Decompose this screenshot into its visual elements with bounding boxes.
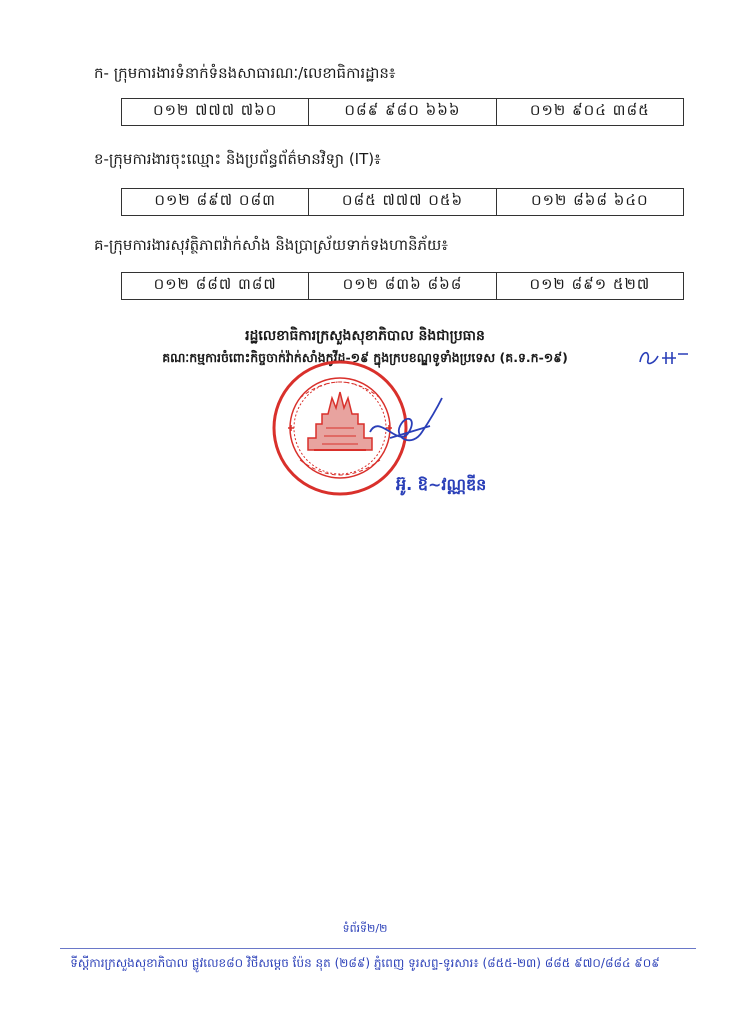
phone-number: ០១២ ៩០៤ ៣៨៥ (529, 101, 650, 119)
initials-mark (636, 344, 696, 370)
phone-table-b (121, 188, 684, 216)
page-number: ទំព័រទី២/២ (342, 922, 388, 935)
section-b-heading: ខ-ក្រុមការងារចុះឈ្មោះ និងប្រព័ន្ធព័ត៌មានវិទ្យា (IT)៖ (94, 150, 381, 168)
phone-number: ០១២ ៨៨៧ ៣៨៧ (122, 273, 309, 299)
signature-scribble (360, 392, 450, 462)
phone-table-c (121, 272, 684, 300)
footer-address: ទីស្តីការក្រសួងសុខាភិបាល ផ្លូវលេខ៨០ វិថីសម្ដេច ប៉ែន នុត (២៨៩) ភ្នំពេញ ទូរសព្ទ-ទូរសារ៖ (៨៥៥-២៣) ៨៨៥ ៩៧០/៨៨៤ ៩០៩ (70, 956, 660, 970)
phone-number: ០១២ ៨៩១ ៥២៧ (529, 275, 651, 293)
section-c-heading: គ-ក្រុមការងារសុវត្ថិភាពវ៉ាក់សាំង និងប្រាស្រ័យទាក់ទងហានិភ័យ៖ (94, 236, 448, 254)
phone-table-a (121, 98, 684, 126)
footer-divider (60, 948, 696, 949)
signer-name: អ៊ូ. ឱ~វណ្ណឌីន (396, 475, 487, 494)
phone-number: ០១២ ៧៧៧ ៧៦០ (122, 99, 309, 125)
phone-number: ០៨៩ ៩៨០ ៦៦៦ (309, 99, 496, 125)
signature-title-line2: គណៈកម្មការចំពោះកិច្ចចាក់វ៉ាក់សាំងកូវីដ-១៩ ក្នុងក្របខណ្ឌទូទាំងប្រទេស (គ.ទ.ក-១៩) (162, 350, 568, 365)
phone-number: ០៨៥ ៧៧៧ ០៥៦ (309, 189, 496, 215)
signature-title-line1: រដ្ឋលេខាធិការក្រសួងសុខាភិបាល និងជាប្រធាន (245, 328, 485, 344)
phone-number: ០១២ ៨៦៨ ៦៤០ (531, 191, 649, 209)
section-a-heading: ក- ក្រុមការងារទំនាក់ទំនងសាធារណៈ/លេខាធិការដ្ឋាន៖ (94, 64, 396, 82)
phone-number: ០១២ ៨៣៦ ៨៦៨ (309, 273, 496, 299)
phone-number: ០១២ ៨៩៧ ០៨៣ (122, 189, 309, 215)
